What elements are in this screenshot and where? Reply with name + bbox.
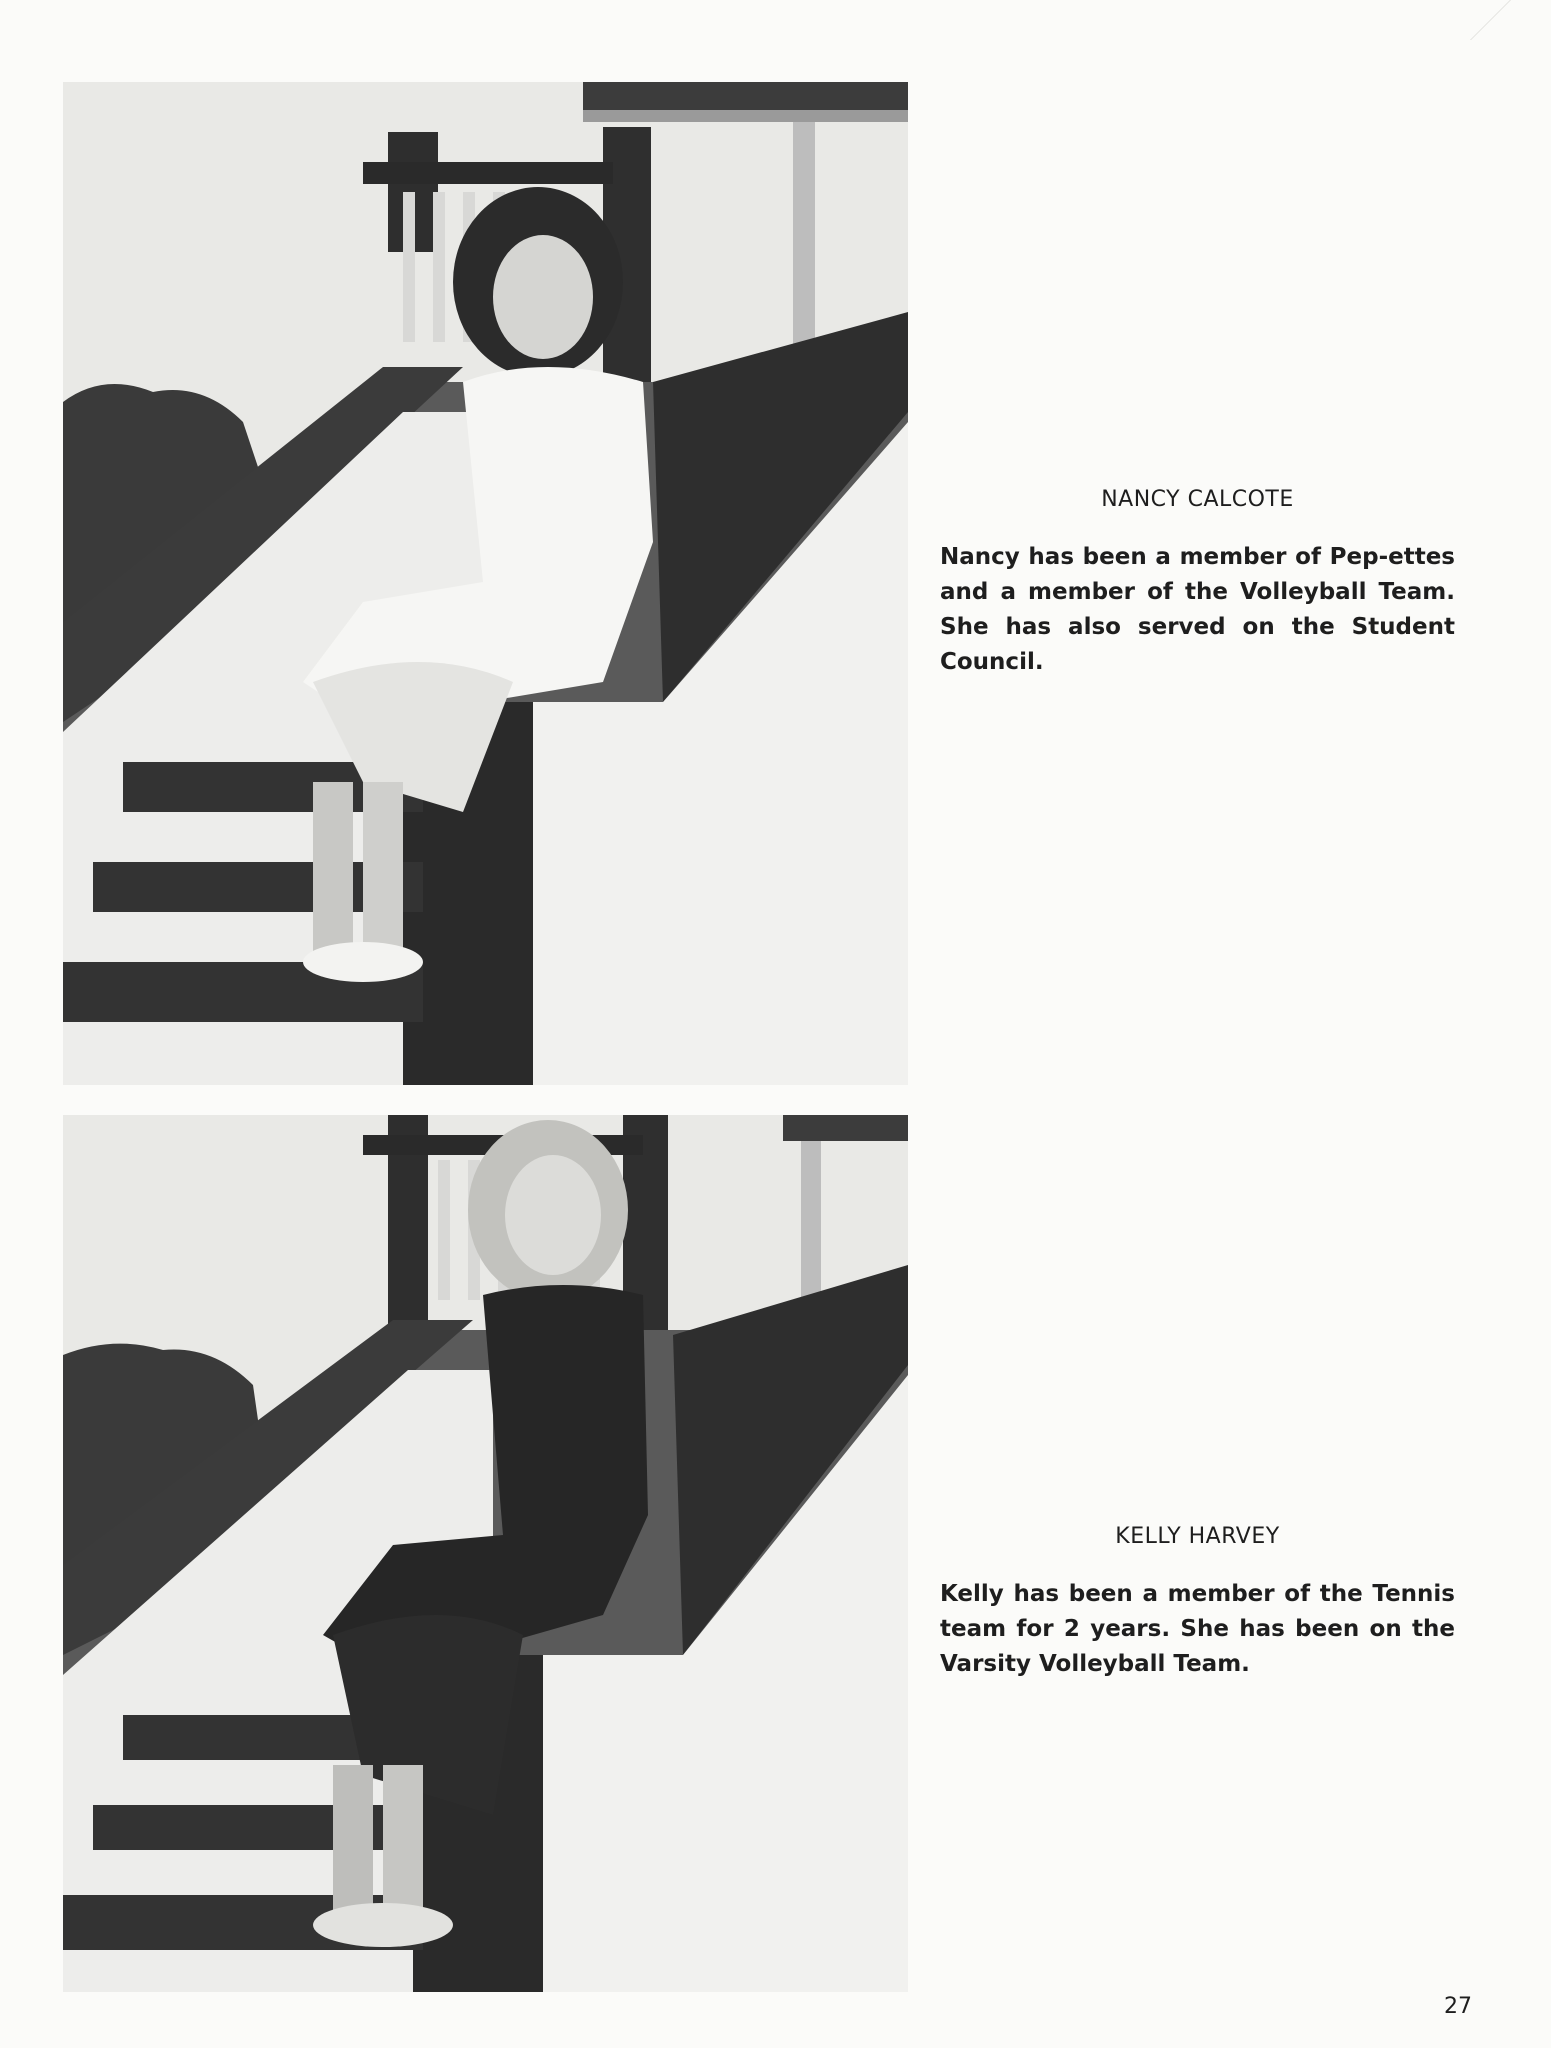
page-curl-mark — [1470, 0, 1551, 40]
portrait-photo-icon — [63, 82, 908, 1085]
entry-nancy-calcote — [940, 487, 1455, 680]
entry-name: KELLY HARVEY — [1115, 1524, 1280, 1549]
photo-kelly-harvey — [63, 1115, 908, 1992]
portrait-photo-icon — [63, 1115, 908, 1992]
entry-kelly-harvey — [940, 1524, 1455, 1682]
photo-nancy-calcote — [63, 82, 908, 1085]
entry-description: Kelly has been a member of the Tennis team for 2 years. She has been on the Varsity Volleyball Team. — [940, 1581, 1455, 1677]
entry-name: NANCY CALCOTE — [1101, 487, 1294, 512]
entry-description: Nancy has been a member of Pep-ettes and a member of the Volleyball Team. She has also served on the Student Council. — [940, 544, 1455, 675]
page-number: 27 — [1444, 1994, 1472, 2019]
